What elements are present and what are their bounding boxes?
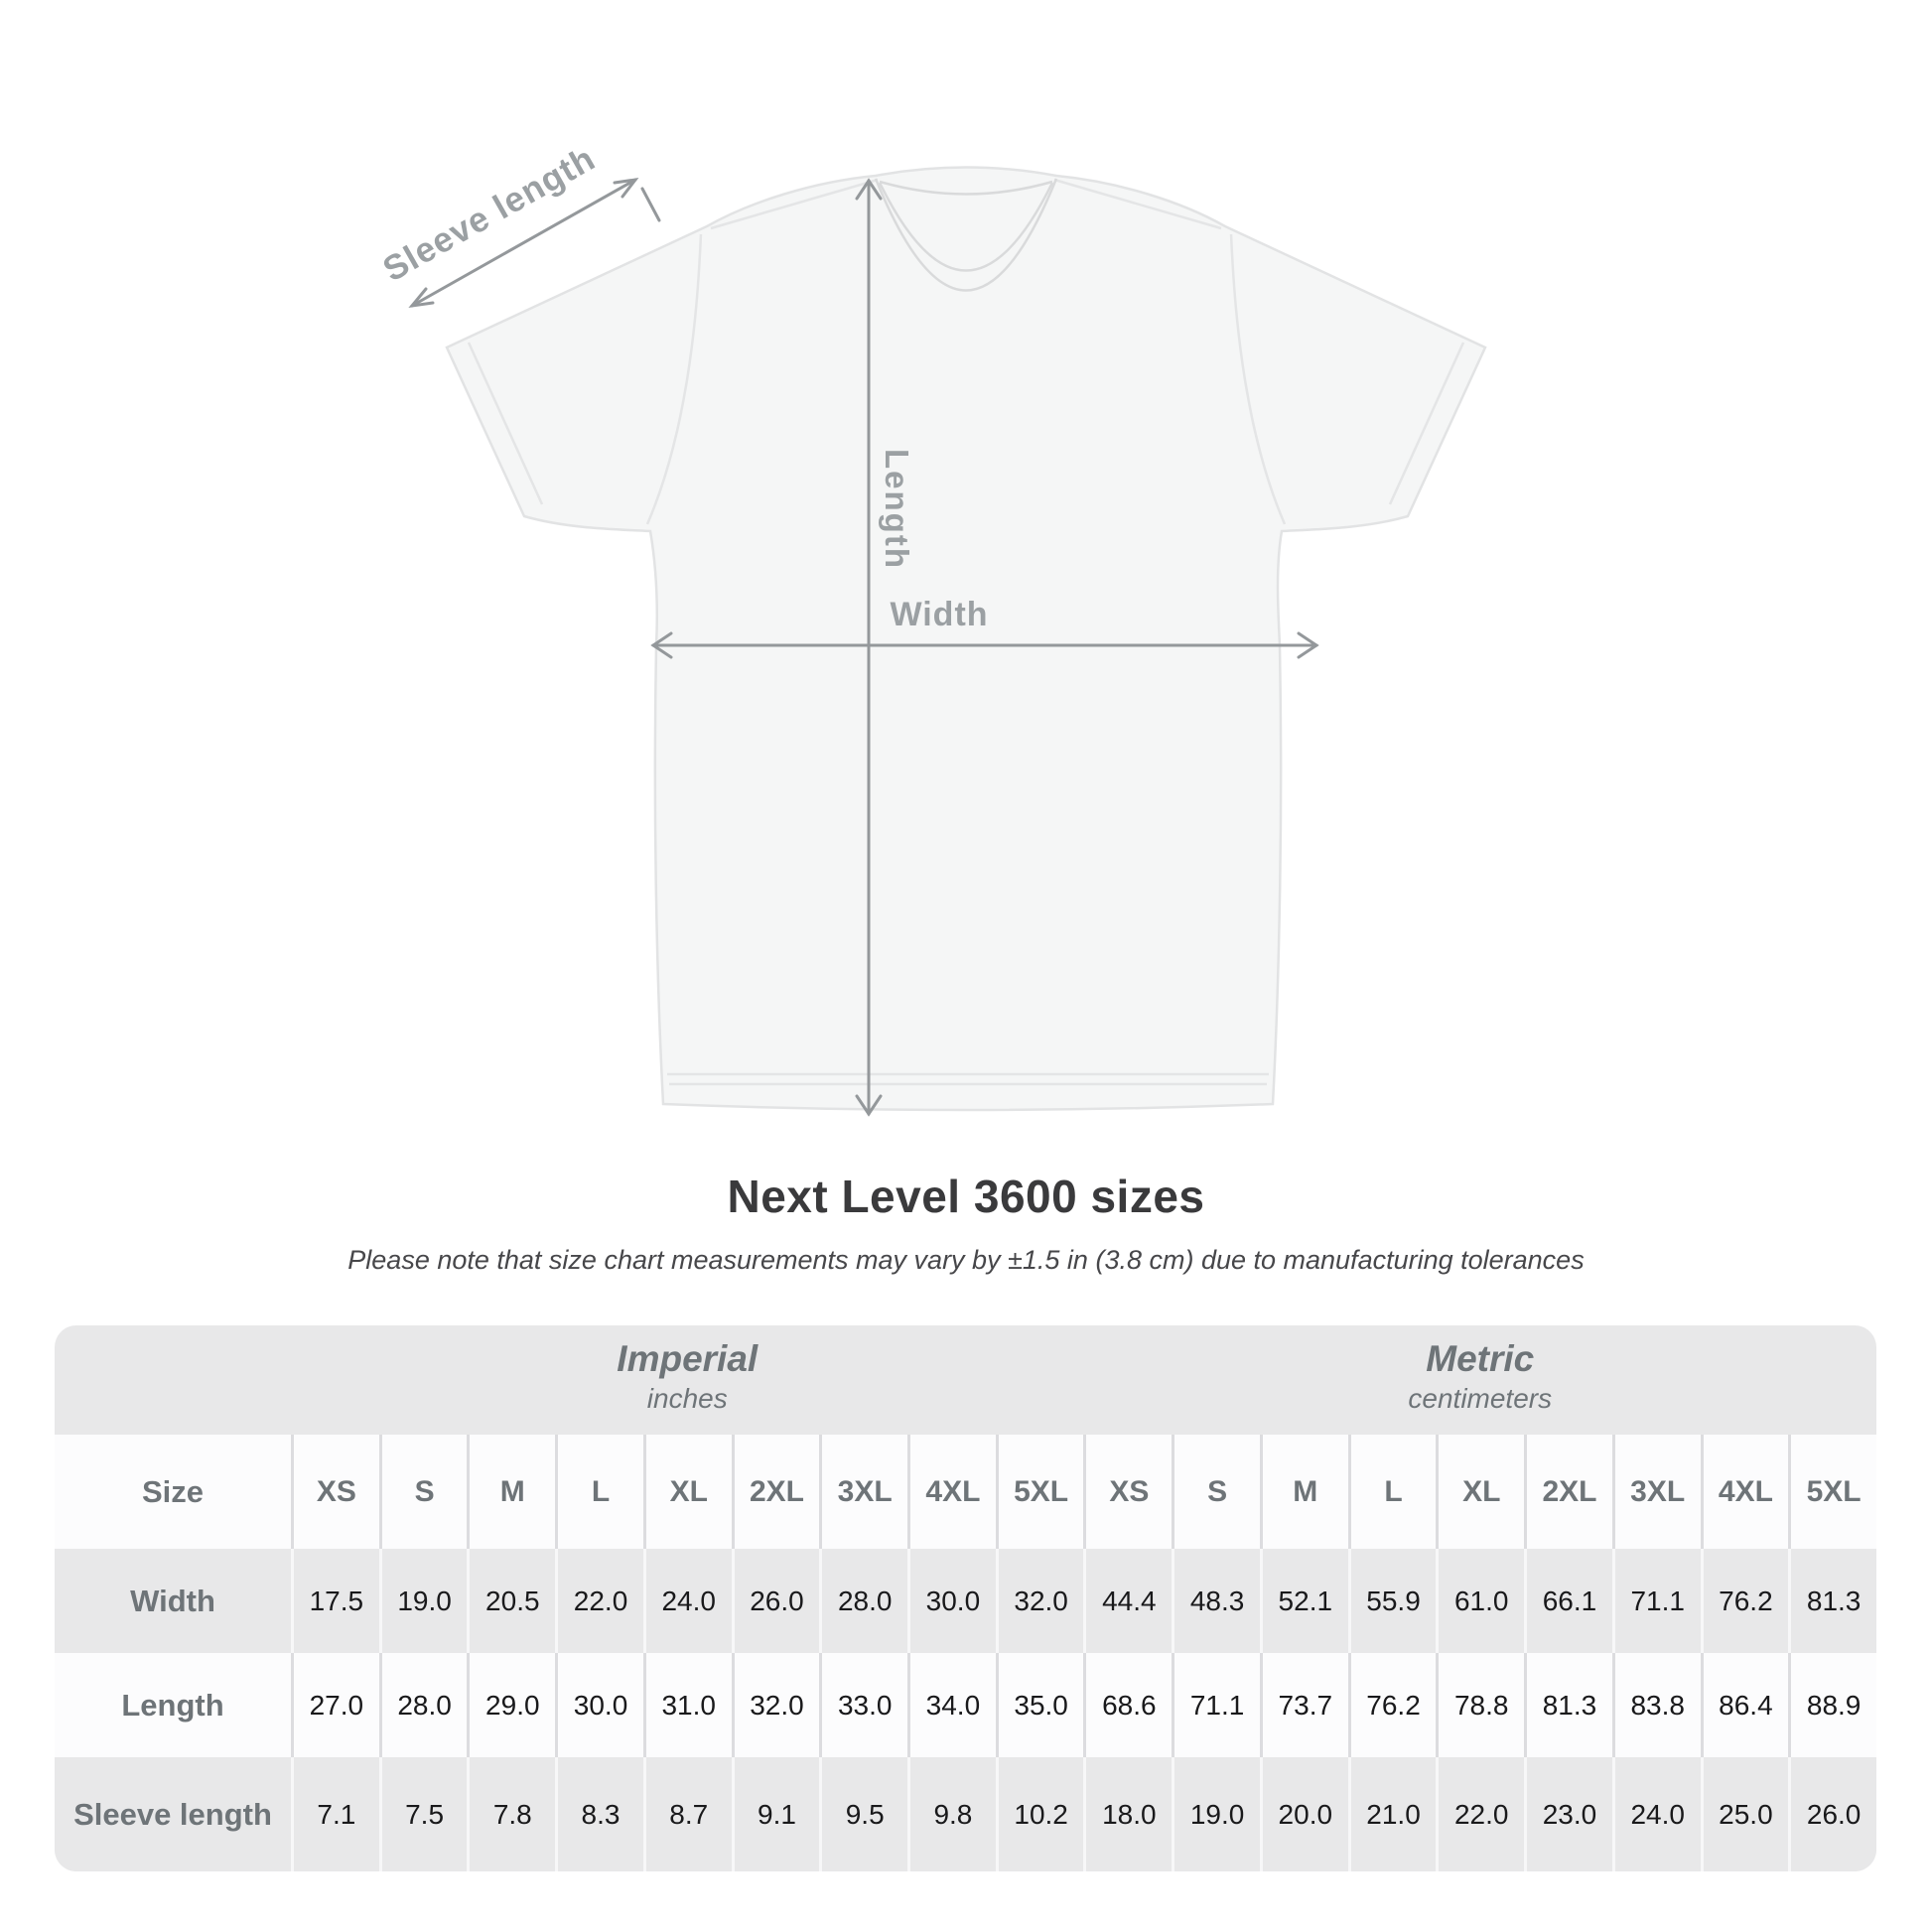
- measurement-value: 55.9: [1348, 1549, 1437, 1653]
- imperial-header-title: Imperial: [617, 1338, 759, 1379]
- measurement-value: 18.0: [1083, 1757, 1172, 1871]
- measurement-value: 8.7: [643, 1757, 732, 1871]
- width-row: [55, 1549, 1876, 1653]
- measurement-value: 22.0: [555, 1549, 643, 1653]
- measurement-value: 29.0: [467, 1653, 555, 1757]
- measurement-value: 23.0: [1524, 1757, 1612, 1871]
- size-header-row: [55, 1435, 1876, 1549]
- measurement-value: 76.2: [1701, 1549, 1789, 1653]
- measurement-value: 17.5: [291, 1549, 379, 1653]
- metric-header: [1084, 1325, 1877, 1435]
- size-column-header: M: [1260, 1435, 1348, 1549]
- measurement-value: 28.0: [819, 1549, 907, 1653]
- size-column-header: L: [555, 1435, 643, 1549]
- size-column-header: S: [1172, 1435, 1260, 1549]
- measurement-row-label: Sleeve length: [73, 1796, 272, 1832]
- size-column-header: XL: [643, 1435, 732, 1549]
- metric-header-title: Metric: [1426, 1338, 1535, 1379]
- sleeve-extension-tick: [642, 189, 659, 220]
- measurement-value: 34.0: [907, 1653, 996, 1757]
- length-row: [55, 1653, 1876, 1757]
- size-chart-table: [55, 1325, 1876, 1871]
- measurement-value: 26.0: [732, 1549, 820, 1653]
- unit-header-row: [55, 1325, 1876, 1435]
- measurement-value: 61.0: [1436, 1549, 1524, 1653]
- size-column-header: 5XL: [1788, 1435, 1876, 1549]
- measurement-value: 20.5: [467, 1549, 555, 1653]
- size-column-header: XS: [1083, 1435, 1172, 1549]
- measurement-value: 19.0: [379, 1549, 468, 1653]
- measurement-value: 44.4: [1083, 1549, 1172, 1653]
- page-title: Next Level 3600 sizes: [727, 1171, 1205, 1222]
- measurement-value: 32.0: [732, 1653, 820, 1757]
- measurement-value: 31.0: [643, 1653, 732, 1757]
- measurement-value: 66.1: [1524, 1549, 1612, 1653]
- measurement-value: 21.0: [1348, 1757, 1437, 1871]
- measurement-value: 33.0: [819, 1653, 907, 1757]
- metric-header-unit: centimeters: [1408, 1383, 1553, 1414]
- measurement-value: 7.5: [379, 1757, 468, 1871]
- measurement-value: 48.3: [1172, 1549, 1260, 1653]
- size-row-label: Size: [141, 1473, 205, 1509]
- measurement-value: 9.8: [907, 1757, 996, 1871]
- measurement-value: 86.4: [1701, 1653, 1789, 1757]
- measurement-value: 73.7: [1260, 1653, 1348, 1757]
- size-column-header: 4XL: [1701, 1435, 1789, 1549]
- size-column-header: M: [467, 1435, 555, 1549]
- measurement-value: 19.0: [1172, 1757, 1260, 1871]
- sleeve-length-label: Sleeve length: [376, 138, 603, 290]
- size-column-header: 3XL: [1612, 1435, 1701, 1549]
- measurement-value: 32.0: [996, 1549, 1084, 1653]
- measurement-value: 25.0: [1701, 1757, 1789, 1871]
- measurement-value: 88.9: [1788, 1653, 1876, 1757]
- tshirt-body-shape: [447, 168, 1485, 1111]
- measurement-value: 78.8: [1436, 1653, 1524, 1757]
- measurement-value: 30.0: [555, 1653, 643, 1757]
- measurement-row-label: Width: [130, 1583, 215, 1618]
- measurement-value: 52.1: [1260, 1549, 1348, 1653]
- measurement-value: 24.0: [643, 1549, 732, 1653]
- width-label: Width: [890, 596, 989, 633]
- measurement-value: 35.0: [996, 1653, 1084, 1757]
- size-column-header: 2XL: [732, 1435, 820, 1549]
- measurement-value: 76.2: [1348, 1653, 1437, 1757]
- size-column-header: XS: [291, 1435, 379, 1549]
- measurement-value: 9.1: [732, 1757, 820, 1871]
- length-label: Length: [879, 449, 915, 570]
- measurement-value: 28.0: [379, 1653, 468, 1757]
- size-column-header: 3XL: [819, 1435, 907, 1549]
- measurement-value: 26.0: [1788, 1757, 1876, 1871]
- size-column-header: 4XL: [907, 1435, 996, 1549]
- measurement-value: 27.0: [291, 1653, 379, 1757]
- measurement-row-label: Length: [121, 1687, 224, 1723]
- sleeve-length-row: [55, 1757, 1876, 1871]
- measurement-value: 24.0: [1612, 1757, 1701, 1871]
- measurement-value: 22.0: [1436, 1757, 1524, 1871]
- measurement-value: 71.1: [1172, 1653, 1260, 1757]
- tolerance-note: Please note that size chart measurements may vary by ±1.5 in (3.8 cm) due to manufacturing tolerances: [347, 1245, 1585, 1275]
- measurement-value: 9.5: [819, 1757, 907, 1871]
- size-column-header: L: [1348, 1435, 1437, 1549]
- measurement-value: 8.3: [555, 1757, 643, 1871]
- measurement-value: 71.1: [1612, 1549, 1701, 1653]
- size-column-header: S: [379, 1435, 468, 1549]
- measurement-value: 10.2: [996, 1757, 1084, 1871]
- measurement-value: 7.8: [467, 1757, 555, 1871]
- measurement-value: 7.1: [291, 1757, 379, 1871]
- measurement-value: 81.3: [1524, 1653, 1612, 1757]
- measurement-value: 20.0: [1260, 1757, 1348, 1871]
- measurement-value: 68.6: [1083, 1653, 1172, 1757]
- measurement-value: 81.3: [1788, 1549, 1876, 1653]
- measurement-value: 83.8: [1612, 1653, 1701, 1757]
- unit-header-spacer: [55, 1325, 291, 1435]
- imperial-header: [291, 1325, 1084, 1435]
- imperial-header-unit: inches: [646, 1383, 728, 1414]
- size-column-header: 2XL: [1524, 1435, 1612, 1549]
- size-column-header: XL: [1436, 1435, 1524, 1549]
- measurement-value: 30.0: [907, 1549, 996, 1653]
- size-column-header: 5XL: [996, 1435, 1084, 1549]
